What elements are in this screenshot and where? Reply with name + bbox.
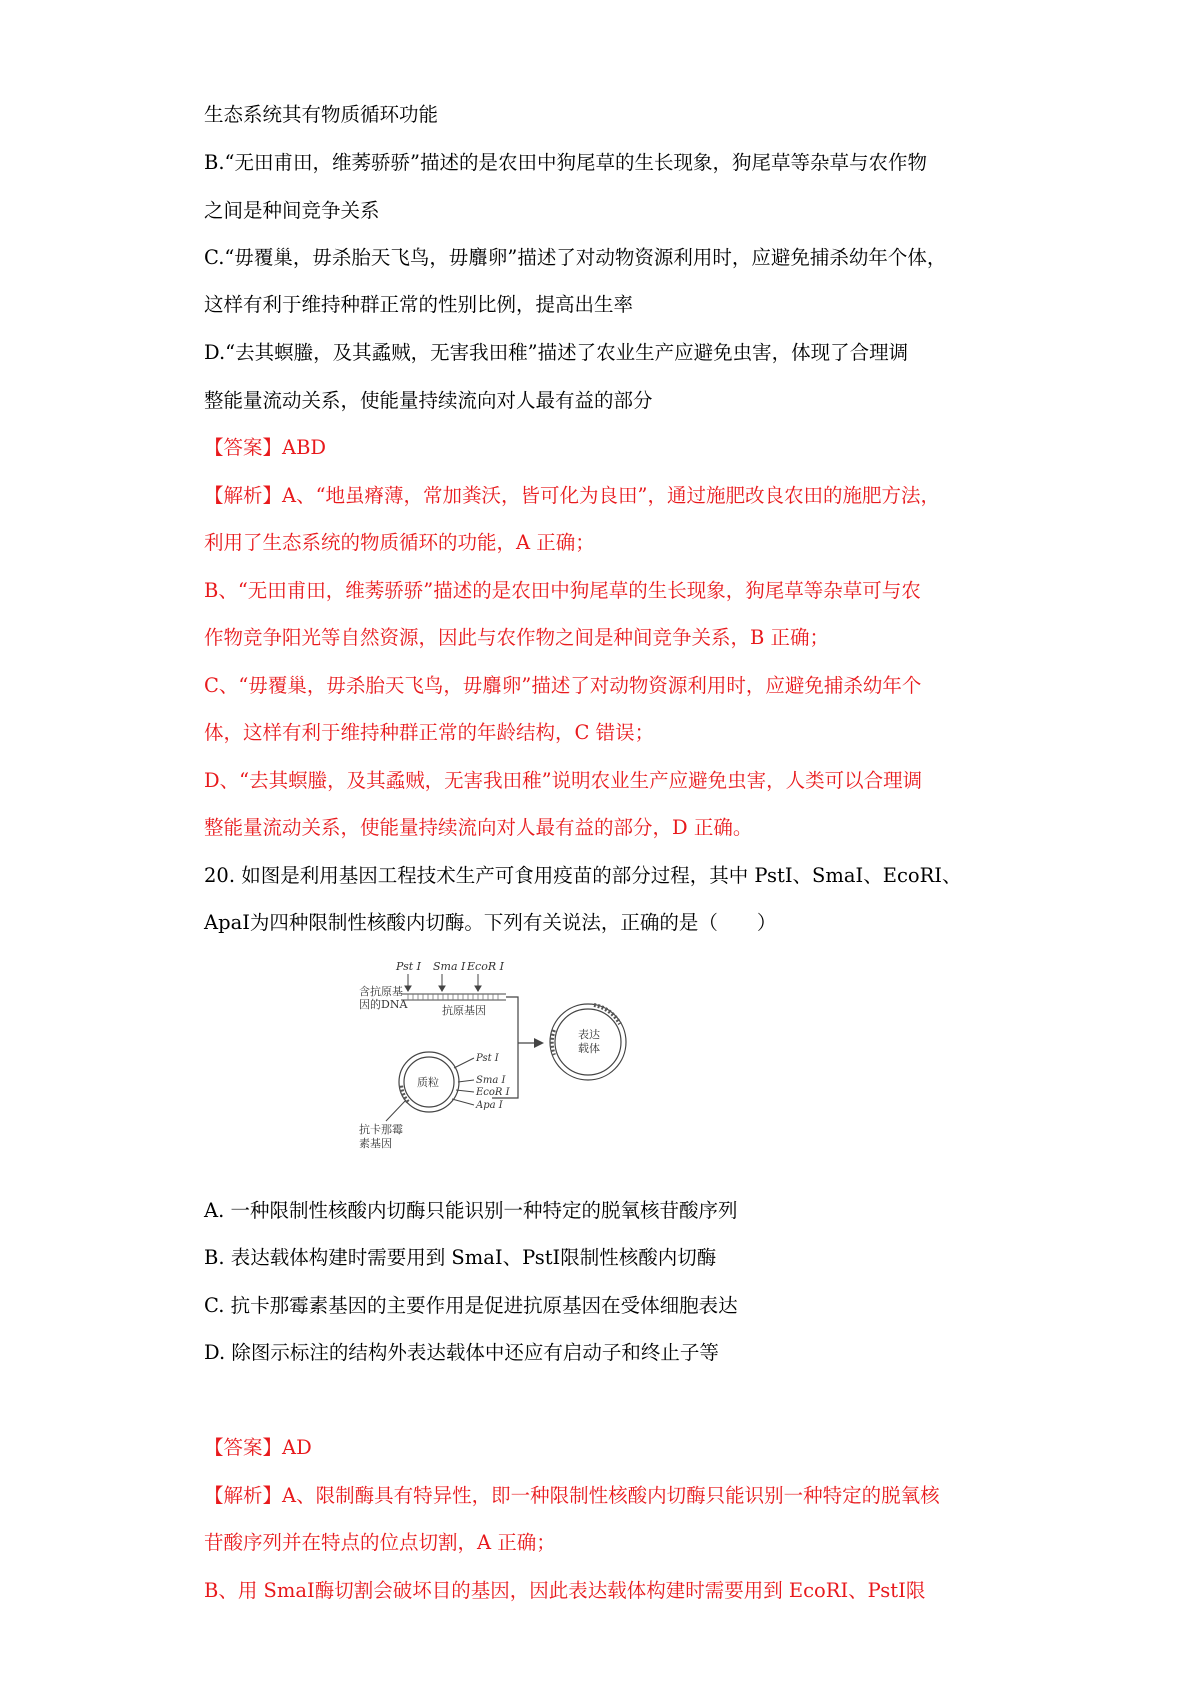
q19-analysis-line: 整能量流动关系，使能量持续流向对人最有益的部分，D 正确。 (204, 816, 753, 839)
q19-answer: 【答案】ABD (204, 436, 327, 459)
dna-double-strand (401, 994, 506, 1000)
expression-vector-label-1: 表达 (578, 1028, 600, 1041)
q20-option-c: C. 抗卡那霉素基因的主要作用是促进抗原基因在受体细胞表达 (204, 1294, 738, 1317)
q19-analysis-line: D、“去其螟螣，及其蟊贼，无害我田稚”说明农业生产应避免虫害，人类可以合理调 (204, 769, 923, 792)
q19-option-c-line2: 这样有利于维持种群正常的性别比例，提高出生率 (204, 293, 634, 316)
q19-option-b-line2: 之间是种间竞争关系 (204, 199, 380, 222)
apa-label-plasmid: Apa Ⅰ (476, 1100, 503, 1111)
ecor-label-plasmid: EcoR Ⅰ (476, 1087, 510, 1098)
antigen-gene-label: 抗原基因 (442, 1004, 486, 1017)
q20-stem-line1: 20. 如图是利用基因工程技术生产可食用疫苗的部分过程，其中 PstⅠ、SmaⅠ、EcoRⅠ、 (204, 864, 962, 887)
pst-label-top: Pst Ⅰ (396, 960, 422, 973)
dna-rungs (408, 994, 498, 1000)
q19-option-c-line1: C.“毋覆巢，毋杀胎天飞鸟，毋麛卵”描述了对动物资源利用时，应避免捕杀幼年个体， (204, 246, 947, 269)
expression-vector-label-2: 载体 (578, 1042, 600, 1055)
kan-pointer (386, 1100, 406, 1121)
combine-arrow-icon (534, 1038, 544, 1048)
q20-option-b: B. 表达载体构建时需要用到 SmaⅠ、PstⅠ限制性核酸内切酶 (204, 1246, 717, 1269)
q20-analysis-line: B、用 SmaⅠ酶切割会破坏目的基因，因此表达载体构建时需要用到 EcoRⅠ、PstⅠ限 (204, 1579, 926, 1602)
q20-analysis-line: 【解析】A、限制酶具有特异性，即一种限制性核酸内切酶只能识别一种特定的脱氧核 (204, 1484, 940, 1507)
plasmid-label: 质粒 (417, 1076, 439, 1089)
q19-analysis-line: C、“毋覆巢，毋杀胎天飞鸟，毋麛卵”描述了对动物资源利用时，应避免捕杀幼年个 (204, 674, 922, 697)
sma-label-plasmid: Sma Ⅰ (476, 1075, 506, 1086)
q20-option-a: A. 一种限制性核酸内切酶只能识别一种特定的脱氧核苷酸序列 (204, 1199, 738, 1222)
q19-option-d-line2: 整能量流动关系，使能量持续流向对人最有益的部分 (204, 389, 653, 412)
sma-label-top: Sma Ⅰ (433, 960, 466, 973)
gene-engineering-diagram (356, 958, 676, 1158)
dna-label-1: 含抗原基 (359, 985, 403, 998)
cut-site-arrows (405, 974, 481, 991)
kan-label-2: 素基因 (359, 1137, 392, 1150)
q19-option-b-line1: B.“无田甫田，维莠骄骄”描述的是农田中狗尾草的生长现象，狗尾草等杂草与农作物 (204, 151, 927, 174)
ecor-label-top: EcoR Ⅰ (467, 960, 504, 973)
q20-option-d: D. 除图示标注的结构外表达载体中还应有启动子和终止子等 (204, 1341, 719, 1364)
q20-analysis-line: 苷酸序列并在特点的位点切割，A 正确； (204, 1531, 556, 1554)
dna-label-2: 因的DNA (359, 998, 408, 1011)
q20-stem-line2: ApaⅠ为四种限制性核酸内切酶。下列有关说法，正确的是（ ） (204, 911, 777, 934)
q19-option-a-tail: 生态系统其有物质循环功能 (204, 103, 439, 126)
q19-analysis-line: 利用了生态系统的物质循环的功能，A 正确； (204, 531, 595, 554)
q20-answer: 【答案】AD (204, 1436, 312, 1459)
q19-analysis-line: 【解析】A、“地虽瘠薄，常加粪沃，皆可化为良田”，通过施肥改良农田的施肥方法， (204, 484, 941, 507)
q19-analysis-line: 体，这样有利于维持种群正常的年龄结构，C 错误； (204, 721, 655, 744)
q19-analysis-line: 作物竞争阳光等自然资源，因此与农作物之间是种间竞争关系，B 正确； (204, 626, 830, 649)
kan-label-1: 抗卡那霉 (359, 1123, 403, 1136)
pst-label-plasmid: Pst Ⅰ (476, 1053, 499, 1064)
q19-analysis-line: B、“无田甫田，维莠骄骄”描述的是农田中狗尾草的生长现象，狗尾草等杂草可与农 (204, 579, 921, 602)
q19-option-d-line1: D.“去其螟螣，及其蟊贼，无害我田稚”描述了农业生产应避免虫害，体现了合理调 (204, 341, 909, 364)
plasmid-site-lines (452, 1058, 474, 1105)
